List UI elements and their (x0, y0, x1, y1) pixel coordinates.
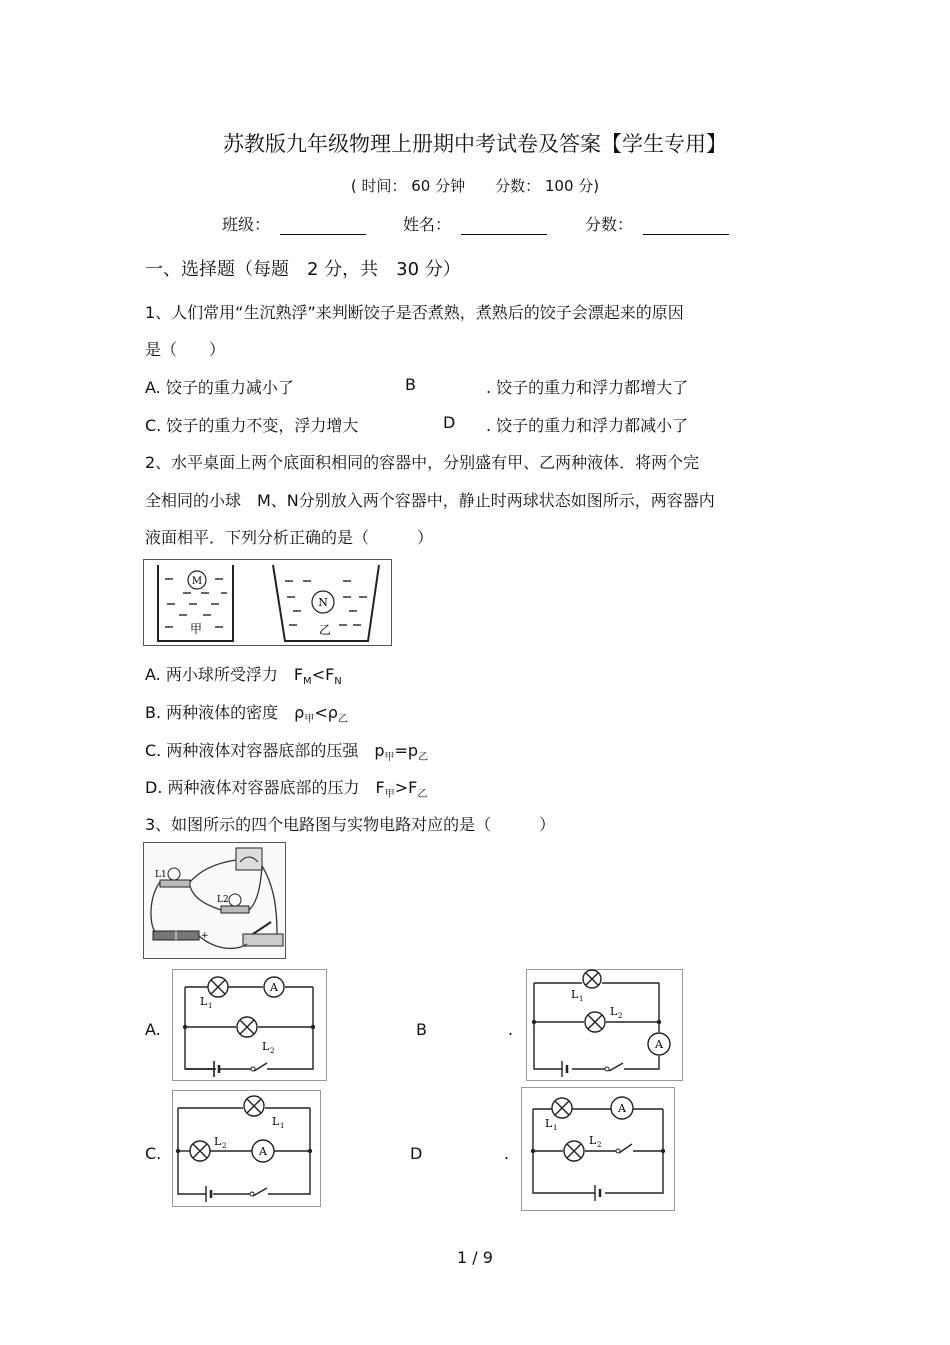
d-l1-sub: 1 (553, 1124, 558, 1132)
q2-option-b-text: B. 两种液体的密度 ρ (145, 703, 305, 722)
d-l2-sub: 2 (597, 1141, 602, 1149)
q1-option-b-text: . 饺子的重力和浮力都增大了 (486, 378, 689, 397)
a-l2-label: L (262, 1040, 270, 1053)
circuit-diagram-c (172, 1090, 322, 1208)
circuit-diagram-a (172, 969, 328, 1082)
q2-option-d (145, 775, 427, 800)
b-l2-label: L (610, 1005, 618, 1018)
q2-option-b-sub1: 甲 (304, 714, 315, 726)
q2-option-c-mid: =p (394, 741, 419, 760)
a-l1-sub: 1 (208, 1002, 213, 1010)
c-l2-label: L (214, 1135, 222, 1148)
name-label: 姓名： (403, 215, 452, 234)
q3-option-a-letter: A. (145, 1020, 161, 1039)
q1-option-a: A. 饺子的重力减小了 (145, 378, 294, 397)
photo-l2-label: L2 (217, 895, 229, 905)
name-blank[interactable] (461, 216, 547, 235)
q2-option-a-sub2: N (334, 676, 342, 688)
page-number: 1 / 9 (457, 1248, 493, 1267)
ball-n-label: N (318, 596, 328, 609)
c-l1-sub: 1 (280, 1122, 285, 1130)
q2-option-b-sub2: 乙 (337, 714, 348, 726)
photo-l1-label: L1 (155, 870, 167, 880)
q3-stem: 3、如图所示的四个电路图与实物电路对应的是（ ） (145, 815, 556, 834)
photo-plus-sign: + (201, 931, 209, 941)
c-ammeter-label: A (259, 1145, 267, 1158)
q1-stem-line2: 是（ ） (145, 340, 226, 359)
score-label: 分数： (585, 215, 634, 234)
d-l1-label: L (545, 1117, 553, 1130)
q1-option-b-letter: B (405, 375, 416, 394)
q2-stem-line1: 2、水平桌面上两个底面积相同的容器中，分别盛有甲、乙两种液体．将两个完 (145, 453, 700, 472)
circuit-diagram-b (526, 969, 684, 1082)
c-l2-sub: 2 (222, 1142, 227, 1150)
q2-option-d-sub1: 甲 (384, 789, 395, 801)
q2-option-c-text: C. 两种液体对容器底部的压强 p (145, 741, 385, 760)
a-l1-label: L (200, 995, 208, 1008)
q1-option-d-text: . 饺子的重力和浮力都减小了 (486, 416, 689, 435)
q3-option-d-dot: . (504, 1144, 510, 1163)
q2-option-b-mid: <ρ (314, 703, 338, 722)
b-ammeter-label: A (655, 1038, 663, 1051)
c-l1-label: L (272, 1115, 280, 1128)
q3-option-b-dot: . (508, 1020, 514, 1039)
q2-option-a (145, 662, 342, 687)
q2-option-a-mid: <F (311, 665, 335, 684)
q2-option-d-sub2: 乙 (417, 789, 428, 801)
q2-stem-line3: 液面相平．下列分析正确的是（ ） (145, 528, 434, 547)
q2-option-a-text: A. 两小球所受浮力 F (145, 665, 304, 684)
containers-figure (143, 559, 393, 647)
b-l1-sub: 1 (579, 995, 584, 1003)
score-field (585, 212, 729, 235)
d-l2-label: L (589, 1134, 597, 1147)
q2-option-d-mid: >F (394, 778, 418, 797)
q3-option-c-letter: C. (145, 1144, 162, 1163)
exam-meta: ( 时间： 60 分钟 分数： 100 分) (350, 177, 600, 195)
liquid-b-label: 乙 (318, 623, 332, 637)
q1-option-d-letter: D (443, 413, 456, 432)
b-l2-sub: 2 (618, 1012, 623, 1020)
score-blank[interactable] (643, 216, 729, 235)
q2-option-c-sub2: 乙 (418, 752, 429, 764)
name-field (403, 212, 547, 235)
q2-option-c-sub1: 甲 (384, 752, 395, 764)
a-l2-sub: 2 (270, 1047, 275, 1055)
liquid-a-label: 甲 (189, 622, 203, 636)
ball-m-label: M (191, 576, 203, 587)
q2-stem-line2: 全相同的小球 M、N分别放入两个容器中，静止时两球状态如图所示，两容器内 (145, 491, 715, 510)
q1-option-c: C. 饺子的重力不变，浮力增大 (145, 416, 359, 435)
q1-stem-line1: 1、人们常用“生沉熟浮”来判断饺子是否煮熟，煮熟后的饺子会漂起来的原因 (145, 303, 684, 322)
a-ammeter-label: A (270, 981, 278, 994)
q2-option-c (145, 738, 428, 763)
class-blank[interactable] (280, 216, 366, 235)
page-title: 苏教版九年级物理上册期中考试卷及答案【学生专用】 (223, 132, 727, 156)
section-heading: 一、选择题（每题 2 分，共 30 分） (145, 259, 461, 280)
d-ammeter-label: A (618, 1102, 626, 1115)
q3-option-b-letter: B (416, 1020, 427, 1039)
q2-option-a-sub1: M (303, 676, 312, 688)
class-field (222, 212, 366, 235)
circuit-diagram-d (521, 1087, 676, 1212)
class-label: 班级： (222, 215, 271, 234)
q3-option-d-letter: D (410, 1144, 423, 1163)
q2-option-d-text: D. 两种液体对容器底部的压力 F (145, 778, 385, 797)
circuit-photo (143, 842, 287, 960)
b-l1-label: L (571, 988, 579, 1001)
q2-option-b (145, 700, 348, 725)
